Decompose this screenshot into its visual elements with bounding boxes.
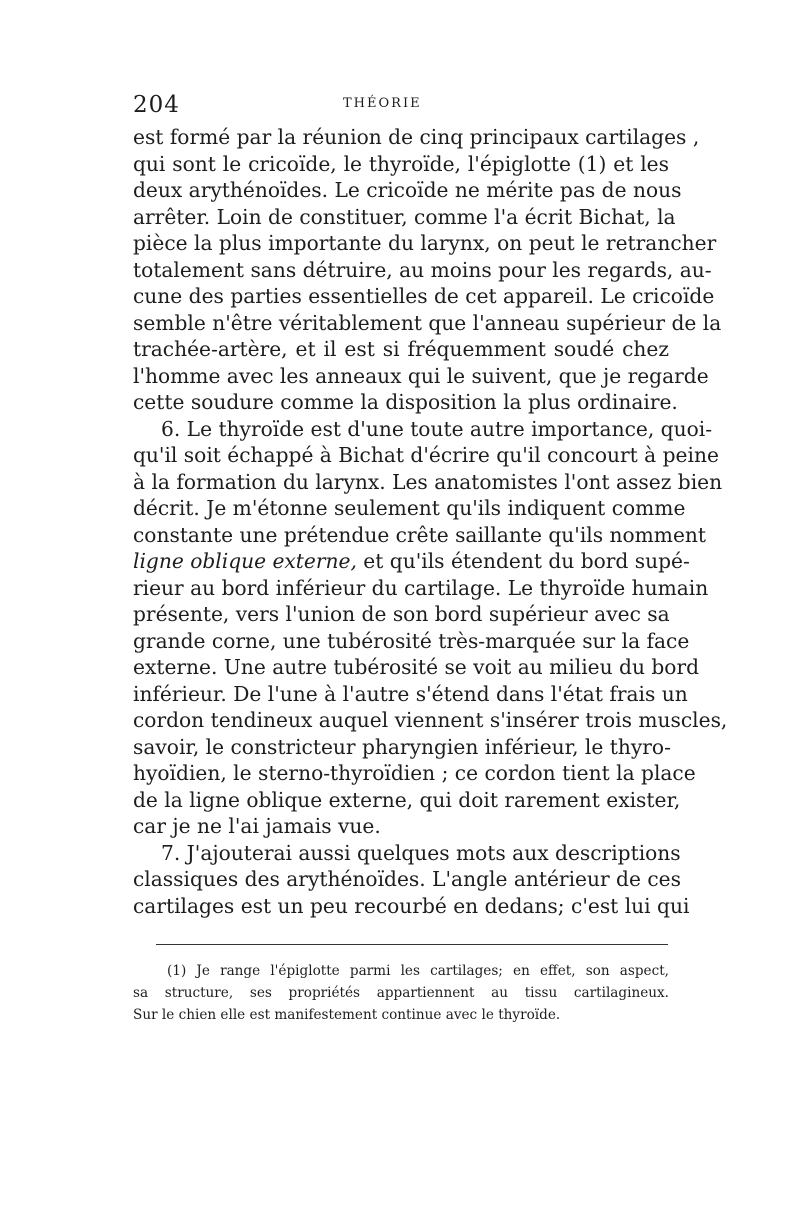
text-line: l'homme avec les anneaux qui le suivent, que je regarde [133,363,709,388]
text-line: inférieur. De l'une à l'autre s'étend dans l'état frais un [133,681,688,706]
text-line: pièce la plus importante du larynx, on peut le retrancher [133,231,717,255]
text-line: à la formation du larynx. Les anatomistes l'ont assez bien [133,469,723,494]
text-line: cette soudure comme la disposition la plus ordinaire. [133,390,678,414]
paragraph-6-start: 6. Le thyroïde est d'une toute autre importance, quoi- [161,416,713,441]
text-line: est formé par la réunion de cinq principaux cartilages , [133,125,700,149]
text-line: décrit. Je m'étonne seulement qu'ils indiquent comme [133,496,686,520]
text-line: cordon tendineux auquel viennent s'insérer trois muscles, [133,708,728,732]
text-line: de la ligne oblique externe, qui doit rarement exister, [133,787,681,812]
text-line: savoir, le constricteur pharyngien inférieur, le thyro- [133,734,671,759]
text-line: grande corne, une tubérosité très-marquée sur la face [133,628,690,653]
text-line: cartilages est un peu recourbé en dedans; c'est lui qui [133,893,690,918]
text-line: qu'il soit échappé à Bichat d'écrire qu'il concourt à peine [133,443,719,467]
footnote-line: sa structure, ses propriétés appartiennent au tissu cartilagineux. [133,985,669,1001]
page-number: 204 [133,92,180,118]
italic-term: ligne oblique externe, [133,549,357,573]
text-line: hyoïdien, le sterno-thyroïdien ; ce cordon tient la place [133,761,696,785]
text-line: semble n'être véritablement que l'anneau supérieur de la [133,310,722,335]
text-line: deux arythénoïdes. Le cricoïde ne mérite pas de nous [133,178,682,202]
page-header [133,92,669,122]
footnote-divider [156,944,668,945]
running-head: THÉORIE [343,96,422,111]
text-line: qui sont le cricoïde, le thyroïde, l'épiglotte (1) et les [133,151,669,176]
text-line: arrêter. Loin de constituer, comme l'a écrit Bichat, la [133,204,676,229]
text-line: cune des parties essentielles de cet appareil. Le cricoïde [133,284,715,308]
text-line: présente, vers l'union de son bord supérieur avec sa [133,602,670,626]
footnote-line: Sur le chien elle est manifestement continue avec le thyroïde. [133,1007,561,1023]
text-line: totalement sans détruire, au moins pour les regards, au- [133,257,712,282]
text-line-rest: et qu'ils étendent du bord supé- [356,549,690,573]
paragraph-7-start: 7. J'ajouterai aussi quelques mots aux descriptions [161,840,681,865]
body-text [133,124,728,919]
text-line: externe. Une autre tubérosité se voit au milieu du bord [133,655,700,679]
footnotes [133,960,669,1026]
text-line: trachée-artère, et il est si fréquemment soudé chez [133,337,669,361]
text-line: car je ne l'ai jamais vue. [133,814,381,838]
text-line: classiques des arythénoïdes. L'angle antérieur de ces [133,867,681,891]
text-line: rieur au bord inférieur du cartilage. Le thyroïde humain [133,575,709,600]
text-line-with-italic [133,548,690,575]
text-line: constante une prétendue crête saillante qu'ils nomment [133,522,707,547]
footnote-line: (1) Je range l'épiglotte parmi les cartilages; en effet, son aspect, [167,963,669,979]
